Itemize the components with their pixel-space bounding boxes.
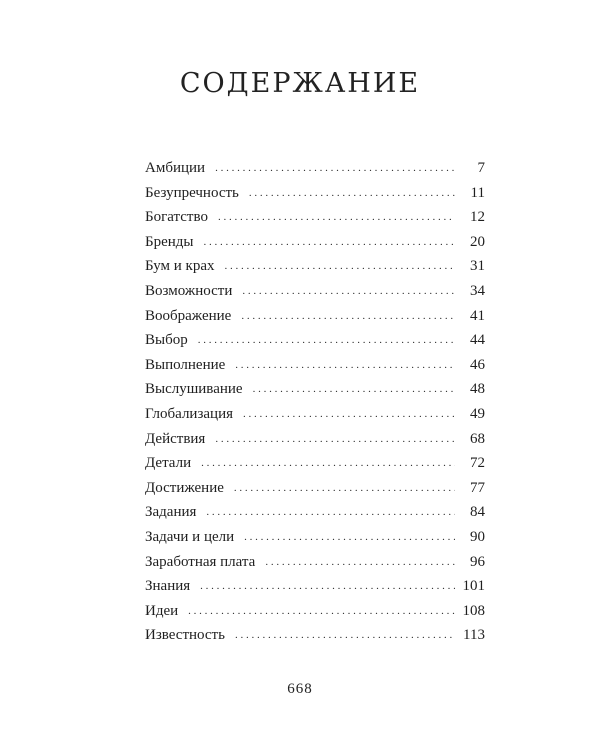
- toc-entry-page: 34: [470, 282, 485, 299]
- dot-leader: [242, 285, 455, 297]
- toc-entry-label: Задачи и цели: [145, 528, 235, 545]
- dot-leader: [201, 457, 455, 469]
- toc-entry: [145, 431, 485, 456]
- toc-entry-page: 90: [470, 528, 485, 545]
- toc-entry: [145, 381, 485, 406]
- toc-entry-label: Богатство: [145, 209, 208, 226]
- dot-leader: [218, 211, 455, 223]
- toc-entry-page: 11: [470, 184, 485, 201]
- toc-entry-label: Безупречность: [145, 184, 239, 201]
- toc-entry: [145, 578, 485, 603]
- toc-entry: [145, 185, 485, 210]
- dot-leader: [241, 310, 455, 322]
- dot-leader: [253, 383, 455, 395]
- toc-entry: [145, 406, 485, 431]
- page-number: 668: [287, 681, 313, 697]
- toc-entry: [145, 160, 485, 185]
- toc-entry-label: Задания: [145, 504, 197, 521]
- toc-entry-label: Бум и крах: [145, 258, 215, 275]
- toc-entry: [145, 627, 485, 652]
- toc-entry-page: 31: [470, 258, 485, 275]
- dot-leader: [225, 260, 455, 272]
- toc-entry-label: Действия: [145, 430, 206, 447]
- toc-entry-page: 12: [470, 209, 485, 226]
- toc-entry-page: 96: [470, 553, 485, 570]
- dot-leader: [188, 605, 455, 617]
- toc-entry-page: 101: [462, 578, 485, 595]
- dot-leader: [206, 506, 455, 518]
- toc-entry-page: 68: [470, 430, 485, 447]
- dot-leader: [249, 187, 455, 199]
- toc-entry-label: Детали: [145, 455, 192, 472]
- toc-entry-page: 7: [477, 160, 485, 176]
- dot-leader: [235, 359, 455, 371]
- toc-entry: [145, 332, 485, 357]
- toc-entry-label: Выполнение: [145, 356, 226, 373]
- toc-entry: [145, 308, 485, 333]
- toc-entry: [145, 603, 485, 628]
- dot-leader: [200, 580, 455, 592]
- dot-leader: [215, 433, 455, 445]
- toc-entry-page: 84: [470, 504, 485, 521]
- toc-entry: [145, 209, 485, 234]
- toc-entry: [145, 455, 485, 480]
- toc-entry: [145, 258, 485, 283]
- toc-entry-page: 113: [463, 627, 485, 644]
- toc-entry: [145, 504, 485, 529]
- toc-entry: [145, 554, 485, 579]
- dot-leader: [235, 629, 455, 641]
- dot-leader: [234, 482, 455, 494]
- dot-leader: [198, 334, 455, 346]
- toc-entry-page: 20: [470, 233, 485, 250]
- toc-entry: [145, 480, 485, 505]
- toc-entry: [145, 234, 485, 259]
- dot-leader: [215, 162, 455, 174]
- dot-leader: [244, 531, 455, 543]
- toc-entry-label: Идеи: [145, 602, 179, 619]
- toc-entry: [145, 357, 485, 382]
- toc-entry-label: Выслушивание: [145, 381, 243, 398]
- toc-entry-label: Амбиции: [145, 160, 206, 176]
- toc-entry-label: Возможности: [145, 282, 233, 299]
- table-of-contents: [145, 160, 485, 652]
- toc-entry-label: Бренды: [145, 233, 194, 250]
- toc-entry-page: 77: [470, 479, 485, 496]
- toc-entry-label: Достижение: [145, 479, 224, 496]
- toc-entry-page: 108: [462, 602, 485, 619]
- toc-entry-page: 41: [470, 307, 485, 324]
- toc-entry: [145, 529, 485, 554]
- toc-entry-label: Выбор: [145, 332, 188, 349]
- dot-leader: [265, 556, 455, 568]
- toc-entry: [145, 283, 485, 308]
- toc-entry-page: 72: [470, 455, 485, 472]
- toc-entry-label: Заработная плата: [145, 553, 256, 570]
- toc-entry-page: 49: [470, 405, 485, 422]
- toc-entry-page: 48: [470, 381, 485, 398]
- toc-entry-label: Глобализация: [145, 405, 234, 422]
- dot-leader: [204, 236, 455, 248]
- toc-entry-label: Знания: [145, 578, 191, 595]
- toc-entry-label: Известность: [145, 627, 225, 644]
- toc-entry-label: Воображение: [145, 307, 232, 324]
- dot-leader: [243, 408, 455, 420]
- page-title: СОДЕРЖАНИЕ: [179, 68, 421, 99]
- toc-entry-page: 46: [470, 356, 485, 373]
- toc-entry-page: 44: [470, 332, 485, 349]
